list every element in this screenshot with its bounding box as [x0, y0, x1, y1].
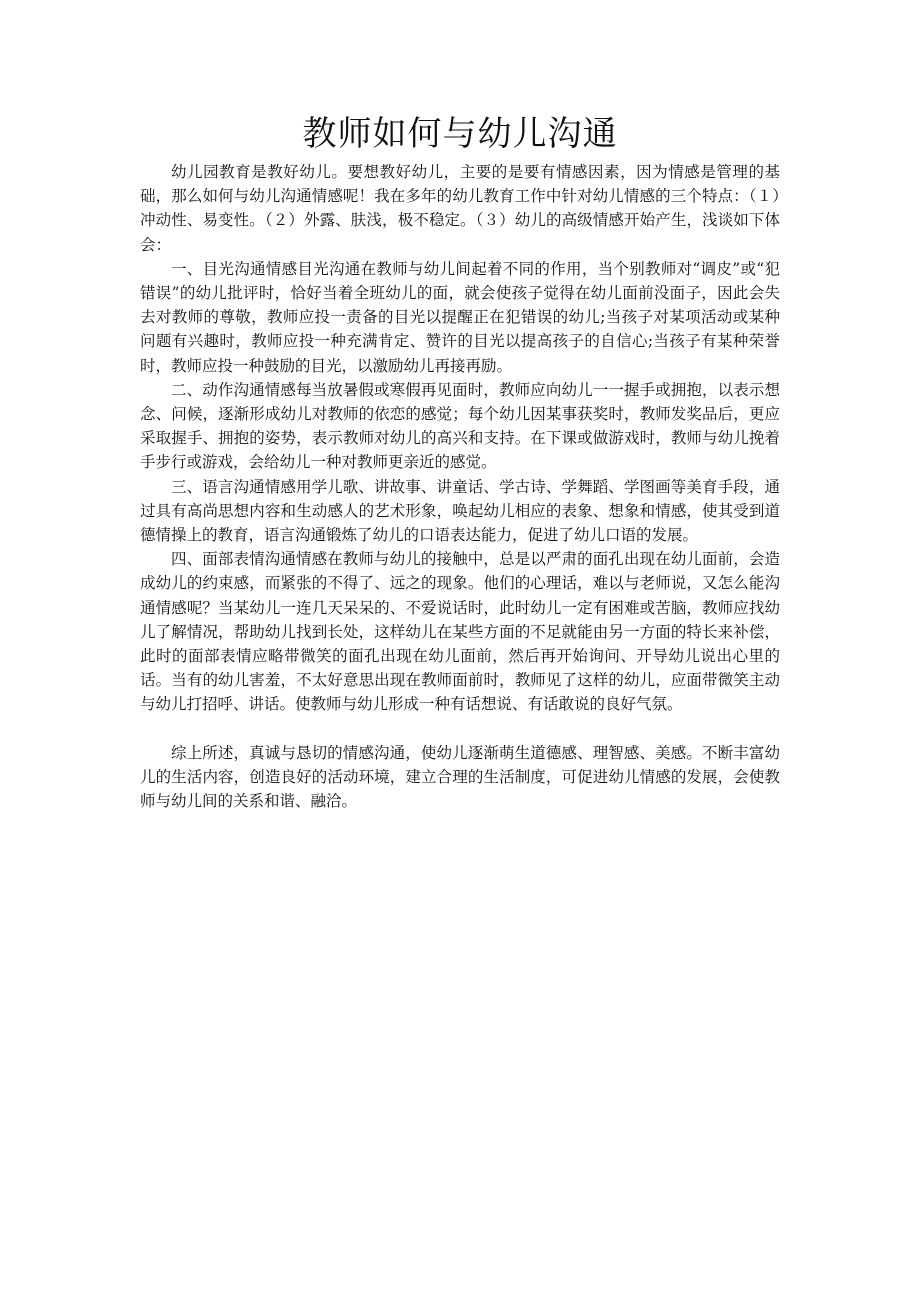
document-body	[140, 112, 780, 813]
document-title: 教师如何与幼儿沟通	[302, 114, 618, 154]
paragraph-facial-expression: 四、面部表情沟通情感在教师与幼儿的接触中，总是以严肃的面孔出现在幼儿面前，会造成幼儿的约束感，而紧张的不得了、远之的现象。他们的心理话，难以与老师说，又怎么能沟通情感呢？当某幼儿一连几天呆呆的、不爱说话时，此时幼儿一定有困难或苦脑，教师应找幼儿了解情况，帮助幼儿找到长处，这样幼儿在某些方面的不足就能由另一方面的特长来补偿，此时的面部表情应略带微笑的面孔出现在幼儿面前，然后再开始询问、开导幼儿说出心里的话。当有的幼儿害羞，不太好意思出现在教师面前时，教师见了这样的幼儿，应面带微笑主动与幼儿打招呼、讲话。使教师与幼儿形成一种有话想说、有话敢说的良好气氛。	[140, 550, 780, 714]
paragraph-action: 二、动作沟通情感每当放暑假或寒假再见面时，教师应向幼儿一一握手或拥抱，以表示想念、问候，逐渐形成幼儿对教师的依恋的感觉；每个幼儿因某事获奖时，教师发奖品后，更应采取握手、拥抱的姿势，表示教师对幼儿的高兴和支持。在下课或做游戏时，教师与幼儿挽着手步行或游戏，会给幼儿一种对教师更亲近的感觉。	[140, 380, 780, 472]
paragraph-conclusion: 综上所述，真诚与恳切的情感沟通，使幼儿逐渐萌生道德感、理智感、美感。不断丰富幼儿的生活内容，创造良好的活动环境，建立合理的生活制度，可促进幼儿情感的发展，会使教师与幼儿间的关系和谐、融洽。	[140, 743, 780, 811]
paragraph-language: 三、语言沟通情感用学儿歌、讲故事、讲童话、学古诗、学舞蹈、学图画等美育手段，通过具有高尚思想内容和生动感人的艺术形象，唤起幼儿相应的表象、想象和情感，使其受到道德情操上的教育，语言沟通锻炼了幼儿的口语表达能力，促进了幼儿口语的发展。	[140, 477, 780, 545]
paragraph-gap	[140, 717, 780, 741]
paragraph-eye-contact: 一、目光沟通情感目光沟通在教师与幼儿间起着不同的作用，当个别教师对“调皮”或“犯错误”的幼儿批评时，恰好当着全班幼儿的面，就会使孩子觉得在幼儿面前没面子，因此会失去对教师的尊敬，教师应投一责备的目光以提醒正在犯错误的幼儿;当孩子对某项活动或某种问题有兴趣时，教师应投一种充满肯定、赞许的目光以提高孩子的自信心;当孩子有某种荣誉时，教师应投一种鼓励的目光，以激励幼儿再接再励。	[140, 259, 780, 375]
paragraph-intro: 幼儿园教育是教好幼儿。要想教好幼儿，主要的是要有情感因素，因为情感是管理的基础，那么如何与幼儿沟通情感呢！我在多年的幼儿教育工作中针对幼儿情感的三个特点：（１）冲动性、易变性。（２）外露、肤浅，极不稳定。（３）幼儿的高级情感开始产生，浅谈如下体会：	[140, 163, 780, 254]
